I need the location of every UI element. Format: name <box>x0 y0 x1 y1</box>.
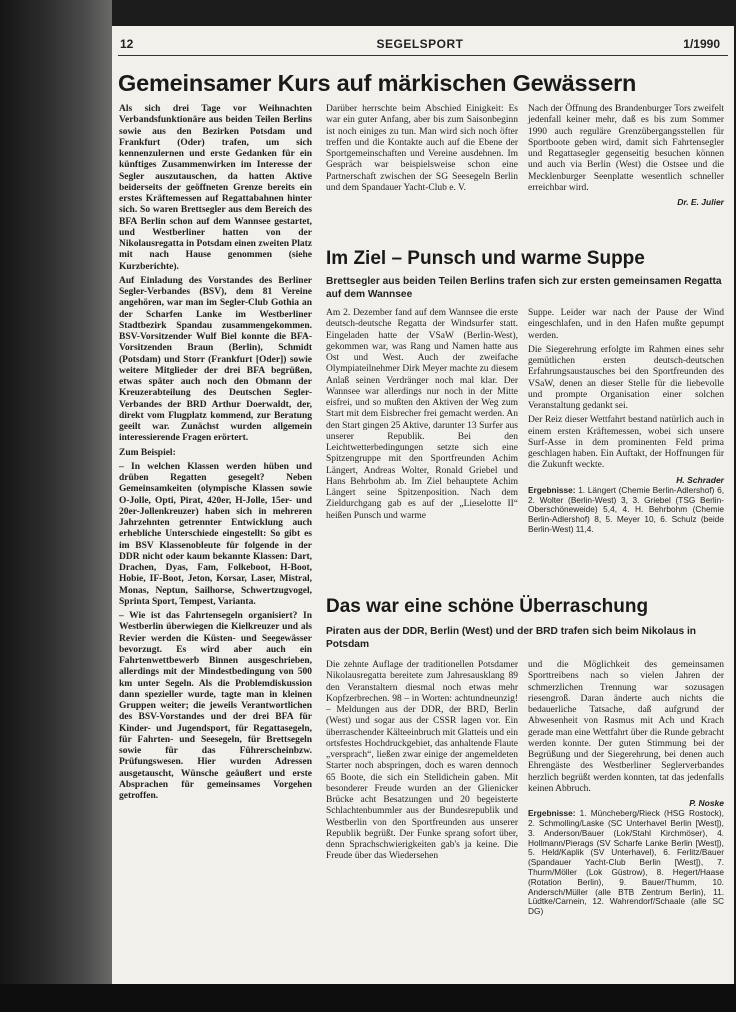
article1-column-2 <box>326 104 518 197</box>
article2-paragraph: Am 2. Dezember fand auf dem Wannsee die erste deutsch-deutsche Regatta der Windsurfer statt. Eingeladen hatte der VSaW (Berlin-West), gekommen war, was Rang und Namen hatte aus Ost und West. Auch der zweifache Olympiateilnehmer Dirk Meyer machte zu diesem Anlaß seinen Verdränger noch mal klar. Der Wannsee war allerdings nur noch in der Mitte eisfrei, und so mußten den Aktiven der Weg zum Start mit dem Eisbrecher frei gemacht werden. An den Start gingen 25 Aktive, darunter 13 Surfer aus unserer Republik. Bei den Leichtwetterbedingungen setzte sich eine Spitzengruppe mit den Sportfreunden Achim Längert, Andreas Wolter, Ronald Griebel und Hans Behrbohm ab. Im Ziel behauptete Achim Längert seine Spitzenposition. Nach dem Zieldurchgang gab es auf der „Lieselotte II“ heißen Punsch und warme <box>326 308 518 521</box>
article1-paragraph: Als sich drei Tage vor Weihnachten Verbandsfunktionäre aus beiden Teilen Berlins sowie aus den Bezirken Potsdam und Frankfurt (Oder) trafen, um sich kennenzulernen und erste Gedanken für ein künftiges Zusammenwirken im Interesse der Segler auszutauschen, da hatten Aktive beiderseits der geöffneten Grenze bereits ein erstes Kräftemessen auf Regattabahnen hinter sich. So waren Brettsegler aus dem Bereich des BFA Berlin schon auf dem Wannsee gestartet, und Westberliner hatten von der Nikolausregatta in Potsdam einen zweiten Platz mit nach Hause genommen (siehe Kurzberichte). <box>119 104 312 272</box>
article2-author: H. Schrader <box>676 474 724 485</box>
article1-column-3 <box>528 104 724 208</box>
book-spine <box>0 0 112 1012</box>
article3-subtitle: Piraten aus der DDR, Berlin (West) und der BRD trafen sich beim Nikolaus in Potsdam <box>326 626 697 650</box>
article2-paragraph: Die Siegerehrung erfolgte im Rahmen eines sehr gemütlichen ersten deutsch-deutschen Erfahrungsaustausches bei den Sportfreunden des VSaW, denen an dieser Stelle für die liebevolle und prompte Organisation einer solchen Veranstaltung gedankt sei. <box>528 344 724 411</box>
article2-results-label: Ergebnisse: <box>528 484 576 495</box>
scan-border <box>0 984 736 1012</box>
article1-paragraph: Darüber herrschte beim Abschied Einigkeit: Es war ein guter Anfang, aber bis zum Saisonbeginn ist noch einiges zu tun. Man wird sich noch öfter treffen und die Kontakte auch auf die Ebene der Sportgemeinschaften und Vereine ausdehnen. Im Gespräch war beispielsweise schon eine Partnerschaft zwischen der SG Seesegeln Berlin und dem Spandauer Yacht-Club e. V. <box>326 104 518 193</box>
article2-paragraph: Suppe. Leider war nach der Pause der Wind eingeschlafen, und in den Hafen mußte gepumpt werden. <box>528 308 724 341</box>
article1-paragraph: Nach der Öffnung des Brandenburger Tors zweifelt jedenfall keiner mehr, daß es bis zum Sommer 1990 auch reguläre Grenzübergangsstellen für Sportboote geben wird, damit sich Fahrtensegler und Regattasegler gegenseitig besuchen können und auch via Berlin (West) die Ostsee und die Mecklenburger Seenplatte wesentlich schneller erreichbar wird. <box>528 104 724 193</box>
page-header <box>120 37 720 53</box>
article3-results-label: Ergebnisse: <box>528 808 576 819</box>
magazine-page <box>112 26 734 984</box>
article3-column-1 <box>326 660 518 866</box>
article1-column-1 <box>119 104 312 805</box>
article3-results-text: 1. Müncheberg/Rieck (HSG Rostock), 2. Schmolling/Laske (SC Unterhavel Berlin [West]), 3. Anderson/Bauer (Lok/Stahl Kirchmöser), 4. Hollmann/Pierags (SV Scharfe Lanke Berlin [West]), 5. Held/Kaplik (SV Unterhavel), 6. Ferlitz/Bauer (Spandauer Yacht-Club Berlin [West]), 7. Thurm/Möller (Lok Güstrow), 8. Hegert/Haase (Rotation Berlin), 9. Bauer/Thumm, 10. Andersch/Müller (alle BTB Zentrum Berlin), 11. Lüdtke/Carnein, 12. Wahrendorf/Schaale (alle SC DG) <box>528 808 724 917</box>
article1-paragraph: Zum Beispiel: <box>119 447 176 458</box>
header-rule <box>118 55 728 56</box>
article2-results <box>528 486 724 535</box>
article2-column-1 <box>326 308 518 525</box>
article1-paragraph: – Wie ist das Fahrtensegeln organisiert? In Westberlin überwiegen die Kielkreuzer und als Revier werden die Küsten- und Seegewässer bevorzugt. Es wird aber auch ein Fahrtenwettbewerb Binnen ausgeschrieben, allerdings mit der Mindestbedingung von 500 km unter Segeln. Als die Problemdiskussion dann spezieller wurde, tagte man in kleinen Gruppen weiter; die jeweils Verantwortlichen des BSV-Vorstandes und der drei BFA für Kinder- und Jugendsport, für Regattasegeln, für Fahrten- und Seesegeln, für Brettsegeln sowie für das Führerscheinbzw. Prüfungswesen. Hier wurden Adressen ausgetauscht, Wünsche geäußert und erste Absprachen für gemeinsames Vorgehen getroffen. <box>119 611 312 801</box>
article3-title: Das war eine schöne Überraschung <box>326 596 649 617</box>
article3-results <box>528 809 724 917</box>
article1-author: Dr. E. Julier <box>677 197 724 207</box>
article2-paragraph: Der Reiz dieser Wettfahrt bestand natürlich auch in einem ersten Kräftemessen, wobei sich unsere Surf-Asse in dem prominenten Feld prima geschlagen haben. Ein Auftakt, der Hoffnungen für die Zukunft weckte. <box>528 415 724 471</box>
article3-column-2 <box>528 660 724 917</box>
article2-results-text: 1. Längert (Chemie Berlin-Adlershof) 6, 2. Wolter (Berlin-West) 3, 3. Griebel (TSG Berlin-Oberschöneweide) 5,4, 4. H. Behrbohm (Chemie Berlin-Adlershof) 8, 5. Meyer 10, 6. Schulz (beide Berlin-West) 11,4. <box>528 484 725 534</box>
issue-number: 1/1990 <box>683 37 720 51</box>
magazine-name: SEGELSPORT <box>376 37 464 51</box>
page-number: 12 <box>120 37 134 51</box>
article1-paragraph: – In welchen Klassen werden hüben und drüben Regatten gesegelt? Neben Gemeinsamkeiten (olympische Klassen sowie O-Jolle, Opti, Pirat, 420er, H-Jolle, 15er- und 20er-Jollenkreuzer) haben sich in mehreren Jahrzehnten getrennter Entwicklung auch erhebliche Unterschiede eingestellt: So gibt es im BSV Klassenobleute für folgende in der DDR nicht oder kaum bekannte Klassen: Dart, Drachen, Dyas, Fam, Folkeboot, H-Boot, Hobie, IF-Boot, Jeton, Korsar, Laser, Mistral, Monas, Neptun, Sailhorse, Schwertzugvogel, Sprinta Sport, Tempest, Varianta. <box>119 461 312 607</box>
article1-paragraph: Auf Einladung des Vorstandes des Berliner Segler-Verbandes (BSV), dem 81 Vereine angehören, war man im Segler-Club Gothia an der Scharfen Lanke im Westberliner Stadtbezirk Spandau zusammengekommen. BSV-Vorsitzender Wulf Biel konnte die BFA-Vorsitzenden Braun (Berlin), Schmidt (Potsdam) und Storr (Frankfurt [Oder]) sowie weitere Mitglieder der drei BFA begrüßen, etwas später auch noch den Obmann der Kreuzerabteilung des Deutschen Segler-Verbandes der BRD Arthur Doerwaldt, der, direkt vom Flugplatz kommend, zur Beratung geeilt war. Zunächst wurden allgemein interessierende Fragen erörtert. <box>119 275 312 444</box>
article3-author: P. Noske <box>689 798 724 808</box>
article2-title: Im Ziel – Punsch und warme Suppe <box>326 248 645 269</box>
article2-subtitle: Brettsegler aus beiden Teilen Berlins trafen sich zur ersten gemeinsamen Regatta auf dem Wannsee <box>326 276 722 300</box>
article3-paragraph: und die Möglichkeit des gemeinsamen Sporttreibens nach so vielen Jahren der schmerzlichen Trennung war sozusagen riesengroß. Daran änderte auch nichts die bedauerliche Tatsache, daß aufgrund der Abwesenheit von Rasmus mit Ach und Krach gerade man eine Wettfahrt über die Runde gebracht werden konnte. Der guten Stimmung bei der Begrüßung und der Siegerehrung, bei denen auch Ehrengäste des Westberliner Seglerverbandes herzlich begrüßt werden konnten, tat das jedenfalls keinen Abbruch. <box>528 660 724 794</box>
article3-paragraph: Die zehnte Auflage der traditionellen Potsdamer Nikolausregatta bereitete zum Jahresausklang 89 den Veranstaltern diesmal noch etwas mehr Kopfzerbrechen. 98 – in Worten: achtundneunzig! – Meldungen aus der DDR, der BRD, Berlin (West) und sogar aus der CSSR lagen vor. Ein überraschender Kälteeinbruch mit Glatteis und ein ortsfestes Hochdruckgebiet, das anhaltende Flaute „versprach“, ließen zwar einige der angemeldeten Starter noch abspringen, doch es waren dennoch 65 Boote, die sich ein Stelldichein gaben. Mit besonderer Freude wurden an der Glienicker Brücke acht Besatzungen und 20 begeisterte Schlachtenbummler aus der Bundesrepublik und Westberlin von den Sportfreunden aus unserer Republik begrüßt. Der Funke sprang sofort über, denn Sprachschwierigkeiten gab's ja keine. Die Freude über das Wiedersehen <box>326 660 518 862</box>
article1-title: Gemeinsamer Kurs auf märkischen Gewässern <box>118 70 637 96</box>
article2-column-2 <box>528 308 724 535</box>
